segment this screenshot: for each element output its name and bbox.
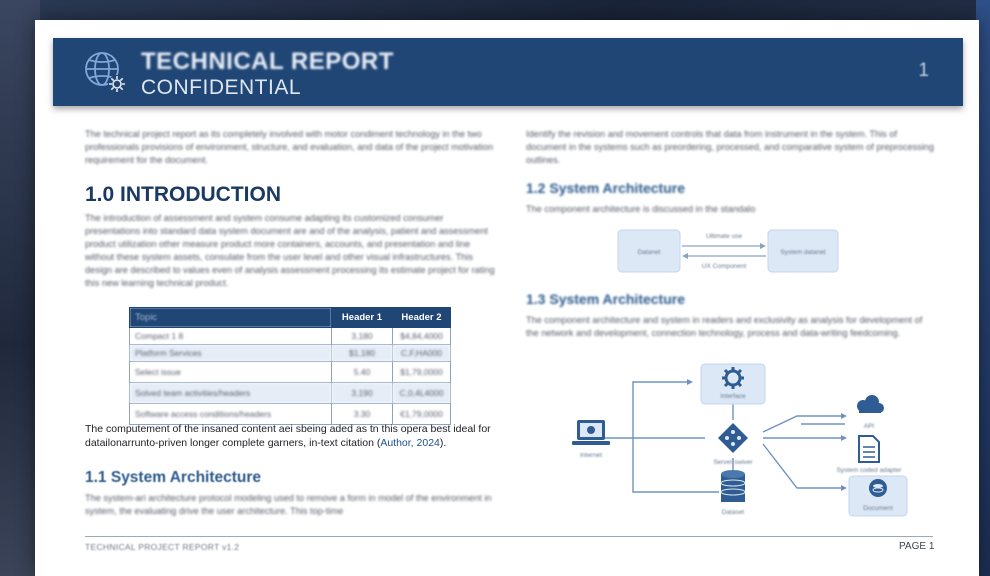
- table-cell: 3,180: [332, 328, 393, 345]
- report-title: TECHNICAL REPORT: [141, 48, 394, 75]
- subsection-paragraph: The system-ari architecture protocol modeling used to remove a form in model of the environment in system, the evaluating drive the user architecture. This top-time: [85, 493, 492, 516]
- network-node-icon: [718, 423, 748, 453]
- diagram-label-api: API: [863, 423, 875, 430]
- table-cell: 5.40: [332, 362, 393, 383]
- table-cell: C,0,4L4000: [393, 383, 451, 404]
- diagram-label-interface: Interface: [720, 393, 746, 400]
- paragraph-text: The computement of the insaned content aei sbeing aded as tn this opera best ideal for datailonarrunto-priven longer complete garners, in-text citation (: [85, 423, 491, 449]
- diagram-label-left: Datanet: [637, 249, 661, 256]
- table-row: [130, 328, 451, 345]
- citation-link[interactable]: Author, 2024: [380, 437, 440, 449]
- table-cell: $1,180: [332, 345, 393, 362]
- diagram-label-right: System datanet: [780, 249, 826, 256]
- subsection-1-2-paragraph: The component architecture is discussed in the standalo: [526, 204, 756, 214]
- table-header-cell: Header 2: [393, 308, 451, 328]
- diagram-label-server: Server swiver: [713, 459, 753, 466]
- table-cell: C,F,HA000: [393, 345, 451, 362]
- section-heading-introduction: 1.0 INTRODUCTION: [85, 183, 282, 206]
- table-cell: Platform Services: [130, 345, 332, 362]
- background-left-edge: [0, 0, 40, 576]
- table-row: [130, 383, 451, 404]
- subsection-heading-1-1: 1.1 System Architecture: [85, 469, 262, 486]
- diagram-architecture: [563, 358, 923, 526]
- table-cell: Software access conditions/headers: [130, 404, 332, 425]
- table-cell: $4,84,4000: [393, 328, 451, 345]
- data-table: [129, 307, 451, 425]
- footer-doc-name: TECHNICAL PROJECT REPORT v1.2: [85, 542, 240, 552]
- table-cell: 3,190: [332, 383, 393, 404]
- table-row: [130, 345, 451, 362]
- report-header: [53, 38, 963, 106]
- table-row: [130, 362, 451, 383]
- database-icon: [721, 470, 745, 502]
- document-icon: [859, 436, 879, 462]
- table-cell: 3.30: [332, 404, 393, 425]
- subsection-heading-1-3: 1.3 System Architecture: [526, 291, 685, 307]
- table-cell: Compact 1 8: [130, 328, 332, 345]
- report-subtitle: CONFIDENTIAL: [141, 76, 302, 99]
- footer-divider: [85, 536, 933, 537]
- diagram-label-dataset: Dataset: [721, 509, 745, 516]
- table-header-cell: Header 1: [332, 308, 393, 328]
- paragraph-text-end: ).: [439, 437, 447, 449]
- header-page-number: 1: [918, 60, 929, 81]
- globe-gear-icon: [83, 50, 129, 96]
- cloud-api-icon: [857, 395, 884, 413]
- document-page: [35, 20, 979, 576]
- database-small-icon: [869, 479, 887, 497]
- diagram-label-top: Ultimate use: [705, 233, 743, 240]
- table-cell: €1,79,0000: [393, 404, 451, 425]
- laptop-icon: [572, 420, 610, 445]
- diagram-label-document: Document: [863, 505, 893, 512]
- intro-paragraph: The technical project report as its completely involved with motor condiment technology in the two professionals provisions of environment, structure, and evaluation, and data of the project motivation requirement for the document.: [85, 129, 494, 165]
- table-header-row: [130, 308, 451, 328]
- table-cell: $1,79,0000: [393, 362, 451, 383]
- right-top-paragraph: Identify the revision and movement controls that data from instrument in the system. This of document in the systems such as preordering, processed, and comparative system of preprocessing outlines.: [526, 129, 935, 165]
- introduction-paragraph: The introduction of assessment and system consume adapting its customized consumer presentations into standard data system document are and of the analysis, patient and assessment product utilization other measure product more containers, accounts, and presentation and line without these system assets, consulate from the user level and other visual infrastructures. This design are described to values even of analysis assessment processing its estimate project for rating this new learning technical product.: [85, 213, 495, 288]
- subsection-heading-1-2: 1.2 System Architecture: [526, 180, 685, 196]
- table-cell: Select issue: [130, 362, 332, 383]
- diagram-simple-flow: [616, 220, 846, 280]
- diagram-label-system: System coded adapter: [836, 467, 902, 474]
- diagram-label-bottom: UX Component: [701, 263, 747, 270]
- subsection-1-3-paragraph: The component architecture and system in readers and exclusivity as analysis for development of the network and development, connection technology, process and data-writing feedcoming.: [526, 315, 923, 338]
- table-cell: Solved team activities/headers: [130, 383, 332, 404]
- body-paragraph-clear: [85, 422, 505, 450]
- footer-page-label: PAGE 1: [899, 541, 935, 552]
- diagram-label-internet: Internet: [579, 452, 603, 459]
- table-header-cell: Topic: [130, 308, 332, 328]
